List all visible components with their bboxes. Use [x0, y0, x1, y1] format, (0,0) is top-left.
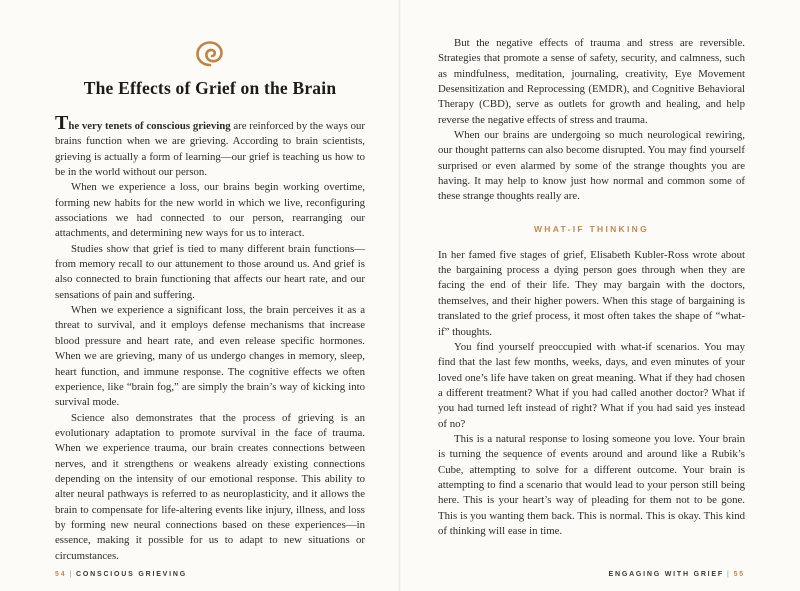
lead-rest-text: are reinforced by the ways our brains function when we are grieving. According to brain scientists, grieving is actually a form of learning—our grief is teaching us how to be in the world without our person.	[55, 120, 365, 179]
book-title-running-head: CONSCIOUS GRIEVING	[76, 571, 187, 578]
page-number: 55	[733, 571, 745, 578]
lead-paragraph	[55, 113, 365, 180]
chapter-running-head: ENGAGING WITH GRIEF	[608, 571, 724, 578]
folio-separator: |	[69, 571, 74, 578]
paragraph: In her famed five stages of grief, Elisabeth Kubler-Ross wrote about the bargaining process a dying person goes through when they are facing the end of their life. They may bargain with the doctors, themselves, and their higher powers. When this stage of bargaining is translated to the grief process, it most often takes the shape of “what-if” thoughts.	[438, 248, 745, 338]
folio-separator: |	[726, 571, 731, 578]
paragraph: When we experience a loss, our brains begin working overtime, forming new habits for the new world in which we live, reconfiguring associations we had connected to our person, rearranging our attachments, and determining new ways for us to interact.	[55, 181, 365, 240]
chapter-ornament	[55, 40, 365, 68]
paragraph: You find yourself preoccupied with what-if scenarios. You may find that the last few months, weeks, days, and even minutes of your loved one’s life have taken on great meaning. What if they had chosen a different treatment? What if you had called another doctor? What if you had turned left instead of right? What if you had said yes instead of no?	[438, 340, 745, 430]
paragraph: Science also demonstrates that the process of grieving is an evolutionary adaptation to promote survival in the face of trauma. When we experience trauma, our brain creates connections between nerves, and it strengthens or weakens already existing connections depending on the intensity of our emotional response. This ability to alter neural pathways is referred to as neuroplasticity, and it allows the brain to compensate for life-altering events like injury, illness, and loss by forming new neural connections based on these experiences—in essence, making it possible for us to adapt to new situations or circumstances.	[55, 411, 365, 562]
right-page	[400, 0, 800, 591]
lead-bold-text: he very tenets of conscious grieving	[68, 120, 231, 132]
paragraph: When we experience a significant loss, the brain perceives it as a threat to survival, and it employs defense mechanisms that increase blood pressure and heart rate, and even release specific hormones. When we are grieving, many of us undergo changes in memory, sleep, heart function, and immune response. The cognitive effects we often experience, like “brain fog,” are simply the brain’s way of kicking into survival mode.	[55, 304, 365, 409]
paragraph: When our brains are undergoing so much neurological rewiring, our thought patterns can also become disrupted. You may find yourself surprised or even alarmed by some of the strange thoughts you are having. It may help to know just how normal and common some of these strange thoughts really are.	[438, 129, 745, 203]
section-heading: WHAT-IF THINKING	[533, 223, 650, 234]
left-running-footer	[55, 571, 187, 578]
chapter-title: The Effects of Grief on the Brain	[83, 78, 337, 98]
nautilus-shell-icon	[194, 40, 226, 67]
paragraph: This is a natural response to losing someone you love. Your brain is turning the sequence of events around and around like a Rubik’s Cube, attempting to solve for a different outcome. Your brain is attempting to find a scenario that would lead to your person still being here. This is your heart’s way of pleading for them not to be gone. This is you wanting them back. This is normal. This is okay. This kind of thinking will ease in time.	[438, 432, 745, 537]
paragraph: But the negative effects of trauma and stress are reversible. Strategies that promote a sense of safety, security, and calmness, such as mindfulness, meditation, journaling, creativity, Eye Movement Desensitization and Reprocessing (EMDR), and Cognitive Behavioral Therapy (CBD), serve as outlets for growth and healing, and help reverse the negative effects of stress and trauma.	[438, 37, 745, 126]
page-number: 54	[55, 571, 67, 578]
right-running-footer	[609, 571, 746, 578]
drop-cap: T	[55, 112, 69, 134]
paragraph: Studies show that grief is tied to many different brain functions—from memory recall to our attunement to those around us. And grief is also connected to brain functioning that affects our heart rate, and our sensations of pain and suffering.	[55, 242, 365, 301]
